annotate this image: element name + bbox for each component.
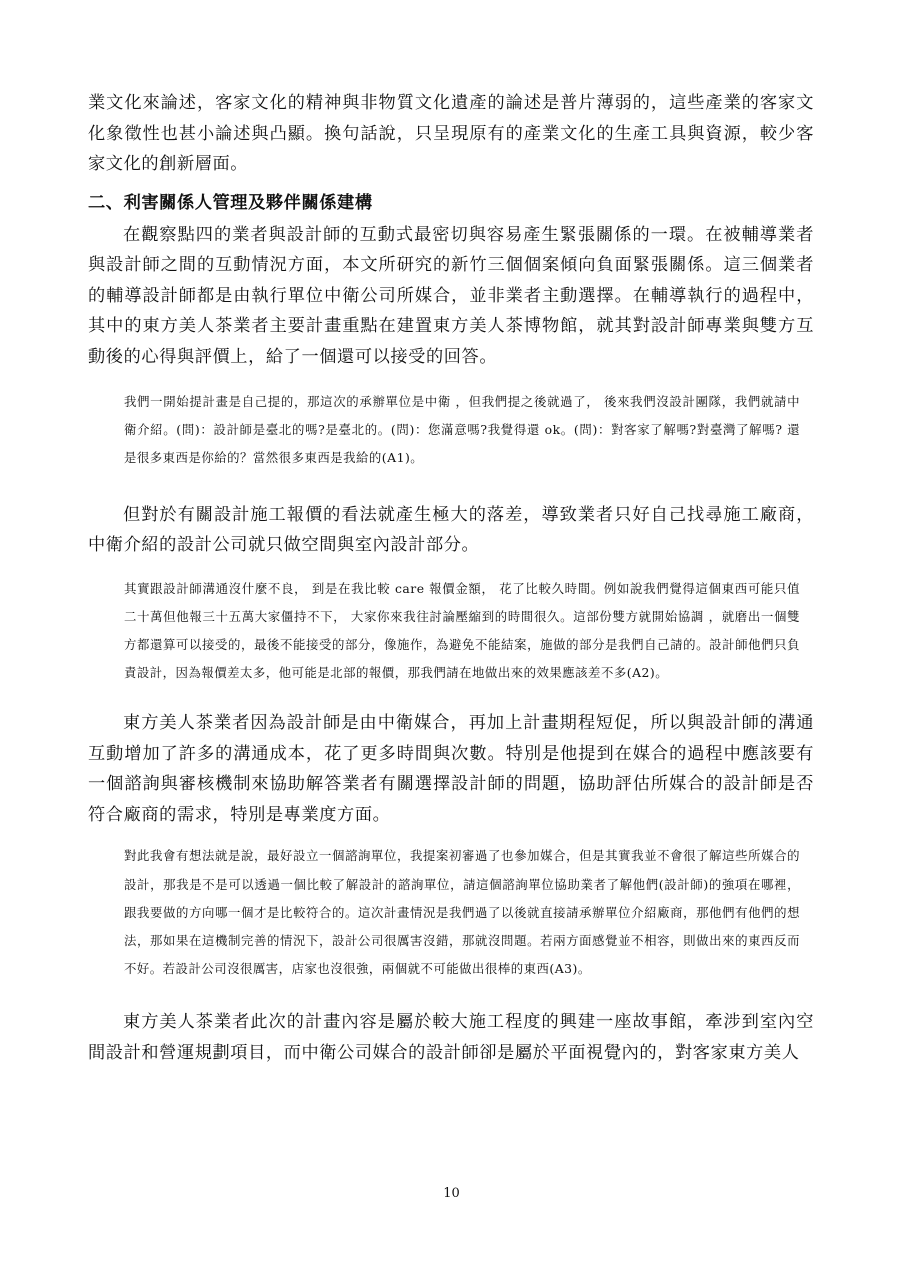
interview-quote-a1: 我們一開始提計畫是自己提的，那這次的承辦單位是中衛 ，但我們提之後就過了， 後來我們沒設計團隊，我們就請中衛介紹。(問)：設計師是臺北的嗎?是臺北的。(問)：您滿意嗎?我覺得還 ok。(問)：對客家了解嗎?對臺灣了解嗎? 還是很多東西是你給的？當然很多東西是我給的(A1)。 <box>124 394 800 466</box>
interview-quote-a3: 對此我會有想法就是說，最好設立一個諮詢單位，我提案初審過了也參加媒合，但是其實我並不會很了解這些所媒合的設計，那我是不是可以透過一個比較了解設計的諮詢單位，請這個諮詢單位協助業者了解他們(設計師)的強項在哪裡，跟我要做的方向哪一個才是比較符合的。這次計畫情況是我們過了以後就直接請承辦單位介紹廠商，那他們有他們的想法，那如果在這機制完善的情況下，設計公司很厲害沒錯，那就沒問題。若兩方面感覺並不相容，則做出來的東西反而不好。若設計公司沒很厲害，店家也沒很強，兩個就不可能做出很棒的東西(A3)。 <box>124 848 800 977</box>
paragraph-continuation: 業文化來論述，客家文化的精神與非物質文化遺產的論述是普片薄弱的，這些產業的客家文化象徵性也甚小論述與凸顯。換句話說，只呈現原有的產業文化的生產工具與資源，較少客家文化的創新層面。 <box>88 93 814 174</box>
paragraph-story-house: 東方美人茶業者此次的計畫內容是屬於較大施工程度的興建一座故事館，牽涉到室內空間設計和營運規劃項目，而中衛公司媒合的設計師卻是屬於平面視覺內的，對客家東方美人 <box>88 1012 814 1063</box>
paragraph-communication-cost: 東方美人茶業者因為設計師是由中衛媒合，再加上計畫期程短促，所以與設計師的溝通互動增加了許多的溝通成本，花了更多時間與次數。特別是他提到在媒合的過程中應該要有一個諮詢與審核機制來協助解答業者有關選擇設計師的問題，協助評估所媒合的設計師是否符合廠商的需求，特別是專業度方面。 <box>88 713 814 825</box>
paragraph-designer-interaction: 在觀察點四的業者與設計師的互動式最密切與容易產生緊張關係的一環。在被輔導業者與設計師之間的互動情況方面，本文所研究的新竹三個個案傾向負面緊張關係。這三個業者的輔導設計師都是由執行單位中衛公司所媒合，並非業者主動選擇。在輔導執行的過程中，其中的東方美人茶業者主要計畫重點在建置東方美人茶博物館，就其對設計師專業與雙方互動後的心得與評價上，給了一個還可以接受的回答。 <box>88 224 814 367</box>
interview-quote-a2: 其實跟設計師溝通沒什麼不良， 到是在我比較 care 報價金額， 花了比較久時間。例如說我們覺得這個東西可能只值二十萬但他報三十五萬大家僵持不下， 大家你來我往討論壓縮到的時間很久。這部份雙方就開始協調 ，就磨出一個雙方都還算可以接受的，最後不能接受的部分，像施作，為避免不能結案，施做的部分是我們自己請的。設計師他們只負責設計，因為報價差太多，他可能是北部的報價，那我們請在地做出來的效果應該差不多(A2)。 <box>124 580 800 681</box>
document-body <box>88 88 814 1068</box>
paragraph-quotation-gap: 但對於有關設計施工報價的看法就產生極大的落差，導致業者只好自己找尋施工廠商，中衛介紹的設計公司就只做空間與室內設計部分。 <box>88 504 814 556</box>
page-number: 10 <box>443 1186 460 1201</box>
section-heading: 二、利害關係人管理及夥伴關係建構 <box>88 192 373 213</box>
